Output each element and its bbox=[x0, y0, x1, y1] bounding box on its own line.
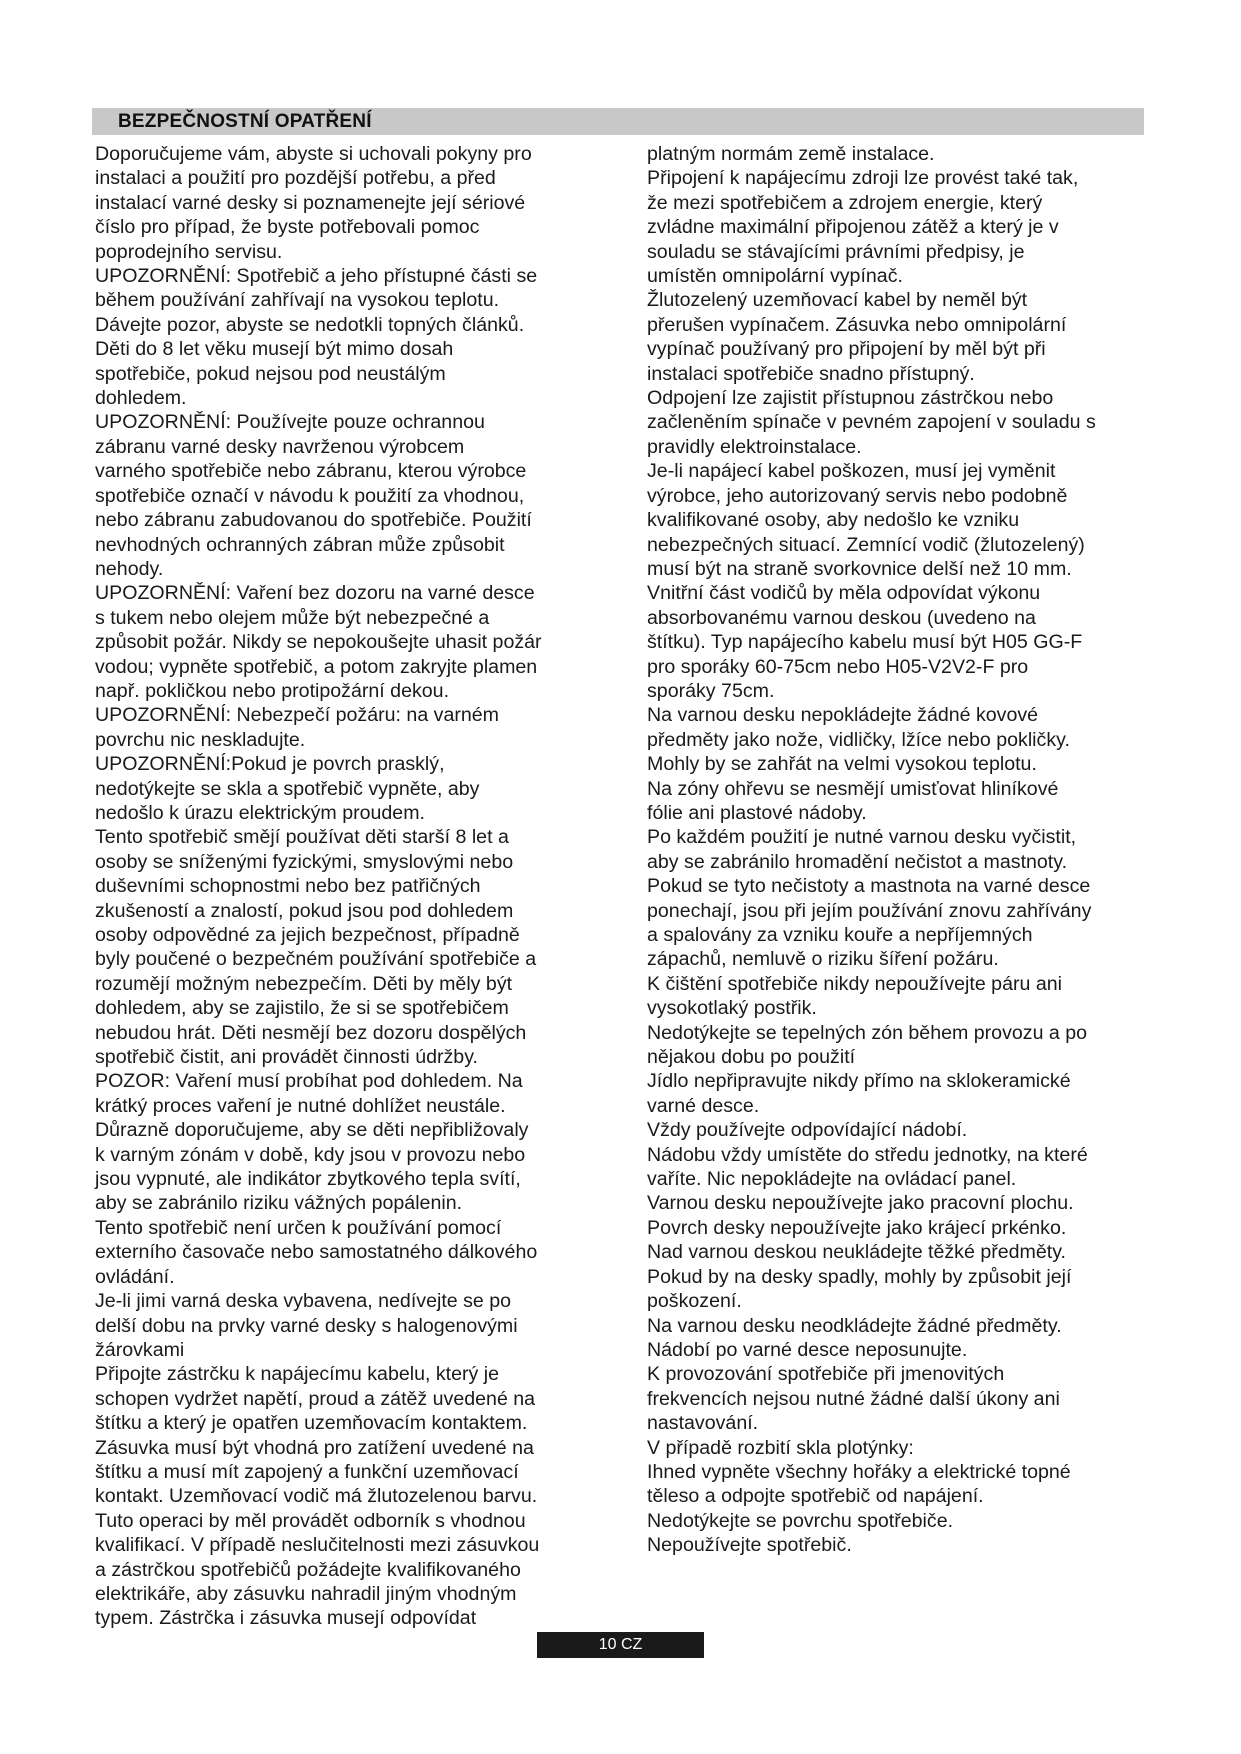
page-number: 10 CZ bbox=[537, 1632, 704, 1658]
paragraph: Nádobu vždy umístěte do středu jednotky, na které vaříte. Nic nepokládejte na ovládací panel. bbox=[647, 1143, 1088, 1191]
paragraph: Ihned vypněte všechny hořáky a elektrické topné těleso a odpojte spotřebič od napájení. bbox=[647, 1460, 1071, 1508]
paragraph: UPOZORNĚNÍ: Používejte pouze ochrannou zábranu varné desky navrženou výrobcem varného spotřebiče nebo zábranu, kterou výrobce spotřebiče označí v návodu k použití za vhodnou, nebo zábranu zabudovanou do spotřebiče. Použití nevhodných ochranných zábran může způsobit nehody. bbox=[95, 411, 532, 580]
paragraph: Vnitřní část vodičů by měla odpovídat výkonu absorbovanému varnou deskou (uvedeno na štítku). Typ napájecího kabelu musí být H05 GG-F pro sporáky 60-75cm nebo H05-V2V2-F pro sporáky 75cm. bbox=[647, 582, 1083, 702]
paragraph: Tento spotřebič není určen k používání pomocí externího časovače nebo samostatného dálkového ovládání. bbox=[95, 1216, 538, 1288]
paragraph: Nedotýkejte se tepelných zón během provozu a po nějakou dobu po použití bbox=[647, 1021, 1088, 1069]
paragraph: UPOZORNĚNÍ:Pokud je povrch prasklý, nedotýkejte se skla a spotřebič vypněte, aby nedošlo k úrazu elektrickým proudem. bbox=[95, 753, 480, 824]
paragraph: POZOR: Vaření musí probíhat pod dohledem. Na krátký proces vaření je nutné dohlížet neustále. bbox=[95, 1070, 523, 1117]
paragraph: Nepoužívejte spotřebič. bbox=[647, 1534, 852, 1557]
paragraph: Připojení k napájecímu zdroji lze provést také tak, že mezi spotřebičem a zdrojem energie, který zvládne maximální připojenou zátěž a který je v souladu se stávajícími právními předpisy, je umístěn omnipolární vypínač. bbox=[647, 167, 1079, 288]
left-column bbox=[95, 142, 615, 1631]
paragraph: Důrazně doporučujeme, aby se děti nepřibližovaly k varným zónám v době, kdy jsou v provozu nebo jsou vypnuté, ale indikátor zbytkového tepla svítí, aby se zabránilo riziku vážných popálenin. bbox=[95, 1119, 529, 1215]
paragraph: Nedotýkejte se povrchu spotřebiče. bbox=[647, 1509, 954, 1532]
paragraph: Nádobí po varné desce neposunujte. bbox=[647, 1338, 968, 1361]
paragraph: K provozování spotřebiče při jmenovitých frekvencích nejsou nutné žádné další úkony ani nastavování. bbox=[647, 1363, 1060, 1435]
paragraph: K čištění spotřebiče nikdy nepoužívejte páru ani vysokotlaký postřik. bbox=[647, 972, 1062, 1020]
paragraph: Pokud by na desky spadly, mohly by způsobit její poškození. bbox=[647, 1265, 1072, 1313]
paragraph: Varnou desku nepoužívejte jako pracovní plochu. bbox=[647, 1192, 1074, 1215]
paragraph: Jídlo nepřipravujte nikdy přímo na sklokeramické varné desce. bbox=[647, 1070, 1071, 1117]
paragraph: UPOZORNĚNÍ: Nebezpečí požáru: na varném povrchu nic neskladujte. bbox=[95, 704, 500, 751]
paragraph: Žlutozelený uzemňovací kabel by neměl být přerušen vypínačem. Zásuvka nebo omnipolární vypínač používaný pro připojení by měl být při instalaci spotřebiče snadno přístupný. bbox=[647, 289, 1067, 385]
paragraph: Na zóny ohřevu se nesmějí umisťovat hliníkové fólie ani plastové nádoby. bbox=[647, 777, 1059, 824]
paragraph: Na varnou desku nepokládejte žádné kovové předměty jako nože, vidličky, lžíce nebo pokličky. Mohly by se zahřát na velmi vysokou teplotu. bbox=[647, 704, 1070, 776]
paragraph: Je-li jimi varná deska vybavena, nedívejte se po delší dobu na prvky varné desky s halogenovými žárovkami bbox=[95, 1290, 518, 1361]
paragraph: Připojte zástrčku k napájecímu kabelu, který je schopen vydržet napětí, proud a zátěž uvedené na štítku a který je opatřen uzemňovacím kontaktem. Zásuvka musí být vhodná pro zatížení uvedené na štítku a musí mít zapojený a funkční uzemňovací kontakt. Uzemňovací vodič má žlutozelenou barvu. Tuto operaci by měl provádět odborník s vhodnou kvalifikací. V případě neslučitelnosti mezi zásuvkou a zástrčkou spotřebičů požádejte kvalifikovaného elektrikáře, aby zásuvku nahradil jiným vhodným typem. Zástrčka i zásuvka musejí odpovídat bbox=[95, 1363, 540, 1630]
paragraph: Doporučujeme vám, abyste si uchovali pokyny pro instalaci a použití pro pozdější potřebu, a před instalací varné desky si poznamenejte její sériové číslo pro případ, že byste potřebovali pomoc poprodejního servisu. bbox=[95, 143, 532, 263]
paragraph: Odpojení lze zajistit přístupnou zástrčkou nebo začleněním spínače v pevném zapojení v souladu s pravidly elektroinstalace. bbox=[647, 387, 1096, 458]
paragraph: Pokud se tyto nečistoty a mastnota na varné desce ponechají, jsou při jejím používání znovu zahřívány a spalovány za vzniku kouře a nepříjemných zápachů, nemluvě o riziku šíření požáru. bbox=[647, 875, 1092, 971]
section-header-bar bbox=[92, 108, 1144, 135]
paragraph: Je-li napájecí kabel poškozen, musí jej vyměnit výrobce, jeho autorizovaný servis nebo podobně kvalifikované osoby, aby nedošlo ke vzniku nebezpečných situací. Zemnící vodič (žlutozelený) musí být na straně svorkovnice delší než 10 mm. bbox=[647, 460, 1085, 580]
section-title: BEZPEČNOSTNÍ OPATŘENÍ bbox=[118, 111, 372, 132]
paragraph: UPOZORNĚNÍ: Vaření bez dozoru na varné desce s tukem nebo olejem může být nebezpečné a způsobit požár. Nikdy se nepokoušejte uhasit požár vodou; vypněte spotřebič, a potom zakryjte plamen např. pokličkou nebo protipožární dekou. bbox=[95, 582, 542, 702]
paragraph: Nad varnou deskou neukládejte těžké předměty. bbox=[647, 1241, 1066, 1264]
paragraph: Na varnou desku neodkládejte žádné předměty. bbox=[647, 1314, 1062, 1337]
right-column bbox=[647, 142, 1167, 1558]
paragraph: Tento spotřebič smějí používat děti starší 8 let a osoby se sníženými fyzickými, smyslovými nebo duševními schopnostmi nebo bez patřičných zkušeností a znalostí, pokud jsou pod dohledem osoby odpovědné za jejich bezpečnost, případně byly poučené o bezpečném používání spotřebiče a rozumějí možným nebezpečím. Děti by měly být dohledem, aby se zajistilo, že si se spotřebičem nebudou hrát. Děti nesmějí bez dozoru dospělých spotřebič čistit, ani provádět činnosti údržby. bbox=[95, 826, 537, 1069]
paragraph: Po každém použití je nutné varnou desku vyčistit, aby se zabránilo hromadění nečistot a mastnoty. bbox=[647, 826, 1077, 873]
paragraph: platným normám země instalace. bbox=[647, 143, 935, 165]
paragraph: Povrch desky nepoužívejte jako krájecí prkénko. bbox=[647, 1216, 1067, 1239]
paragraph: Vždy používejte odpovídající nádobí. bbox=[647, 1119, 968, 1142]
paragraph: V případě rozbití skla plotýnky: bbox=[647, 1436, 914, 1459]
paragraph: UPOZORNĚNÍ: Spotřebič a jeho přístupné části se během používání zahřívají na vysokou teplotu. Dávejte pozor, abyste se nedotkli topných článků. Děti do 8 let věku musejí být mimo dosah spotřebiče, pokud nejsou pod neustálým dohledem. bbox=[95, 265, 538, 410]
